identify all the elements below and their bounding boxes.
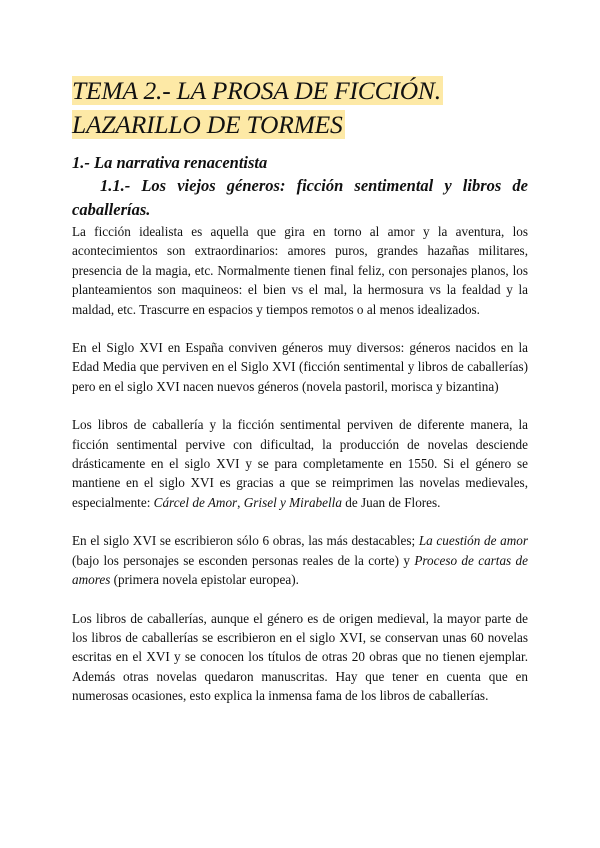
paragraph-3: [72, 415, 528, 512]
subsection-heading: 1.1.- Los viejos géneros: ficción sentimental y libros de caballerías.: [72, 176, 528, 219]
section-heading: 1.- La narrativa renacentista: [72, 153, 268, 172]
page-title: [72, 74, 528, 142]
paragraph-1: La ficción idealista es aquella que gira en torno al amor y la aventura, los acontecimientos son extraordinarios: amores puros, grandes hazañas militares, presencia de la magia, etc. Normalmente tienen final feliz, con personajes planos, los planteamientos son maquineos: el bien vs el mal, la hermosura vs la fealdad y la maldad, etc. Trascurre en espacios y tiempos remotos o al menos idealizados.: [72, 224, 528, 317]
paragraph-3-text-b: ,: [237, 494, 244, 510]
paragraph-5: Los libros de caballerías, aunque el género es de origen medieval, la mayor parte de los libros de caballerías se escribieron en el siglo XVI, se conservan unas 60 novelas escritas en el XVI y se conocen los títulos de otras 20 obras que no tienen ejemplar. Además otras novelas quedaron manuscritas. Hay que tener en cuenta que en numerosas ocasiones, esto explica la inmensa fama de los libros de caballerías.: [72, 610, 528, 704]
title-line-2: LAZARILLO DE TORMES: [72, 110, 343, 139]
paragraph-4-text-a: En el siglo XVI se escribieron sólo 6 obras, las más destacables;: [72, 533, 419, 549]
document-page: [72, 74, 528, 706]
work-title-grisel-y-mirabella: Grisel y Mirabella: [243, 494, 342, 510]
work-title-carcel-de-amor: Cárcel de Amor: [153, 494, 238, 510]
title-line-1: TEMA 2.- LA PROSA DE FICCIÓN.: [72, 76, 441, 105]
paragraph-4-text-c: (primera novela epistolar europea).: [110, 572, 299, 588]
paragraph-3-text-c: de Juan de Flores.: [341, 494, 441, 510]
work-title-proceso-de-cartas: Proceso de cartas de amores: [72, 552, 528, 588]
paragraph-2: En el Siglo XVI en España conviven géneros muy diversos: géneros nacidos en la Edad Media que perviven en el Siglo XVI (ficción sentimental y libros de caballerías) pero en el siglo XVI nacen nuevos géneros (novela pastoril, morisca y bizantina): [72, 340, 528, 394]
paragraph-3-text-a: Los libros de caballería y la ficción sentimental perviven de diferente manera, la ficción sentimental pervive con dificultad, la producción de novelas desciende drásticamente en el siglo XVI y se para completamente en 1550. Si el género se mantiene en el siglo XVI es gracias a que se reimprimen las novelas medievales, especialmente:: [72, 417, 528, 510]
work-title-la-cuestion-de-amor: La cuestión de amor: [418, 533, 528, 549]
paragraph-4: [72, 531, 528, 589]
paragraph-4-text-b: (bajo los personajes se esconden personas reales de la corte) y: [72, 552, 415, 568]
